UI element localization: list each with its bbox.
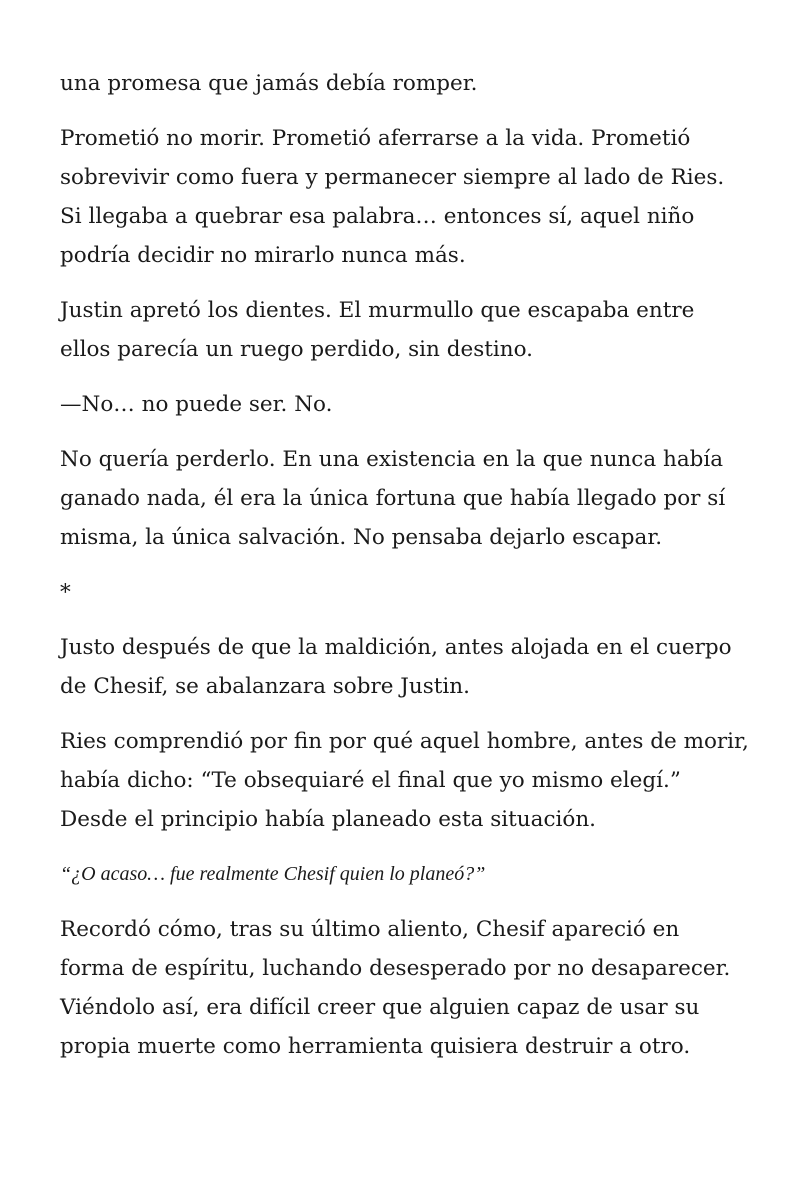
scene-break: * [60, 580, 71, 605]
italic-thought: “¿O acaso… fue realmente Chesif quien lo planeó?” [60, 863, 486, 885]
paragraph-no-queria: No quería perderlo. En una existencia en la que nunca había ganado nada, él era la única fortuna que había llegado por sí misma, la única salvación. No pensaba dejarlo escapar. [60, 447, 726, 550]
paragraph-dialogue: —No… no puede ser. No. [60, 392, 333, 417]
paragraph-recordo: Recordó cómo, tras su último aliento, Chesif apareció en forma de espíritu, luchando desesperado por no desaparecer. Viéndolo así, era difícil creer que alguien capaz de usar su propia muerte como herramienta quisiera destruir a otro. [60, 917, 731, 1059]
paragraph-ries-comprendio: Ries comprendió por fin por qué aquel hombre, antes de morir, había dicho: “Te obsequiaré el final que yo mismo elegí.” Desde el principio había planeado esta situación. [60, 729, 749, 832]
document-page [60, 64, 750, 1082]
paragraph-promise-end: una promesa que jamás debía romper. [60, 71, 478, 96]
paragraph-justin-dientes: Justin apretó los dientes. El murmullo que escapaba entre ellos parecía un ruego perdido, sin destino. [60, 298, 695, 362]
paragraph-maldicion: Justo después de que la maldición, antes alojada en el cuerpo de Chesif, se abalanzara sobre Justin. [60, 635, 732, 699]
paragraph-prometio: Prometió no morir. Prometió aferrarse a la vida. Prometió sobrevivir como fuera y permanecer siempre al lado de Ries. Si llegaba a quebrar esa palabra… entonces sí, aquel niño podría decidir no mirarlo nunca más. [60, 126, 725, 268]
